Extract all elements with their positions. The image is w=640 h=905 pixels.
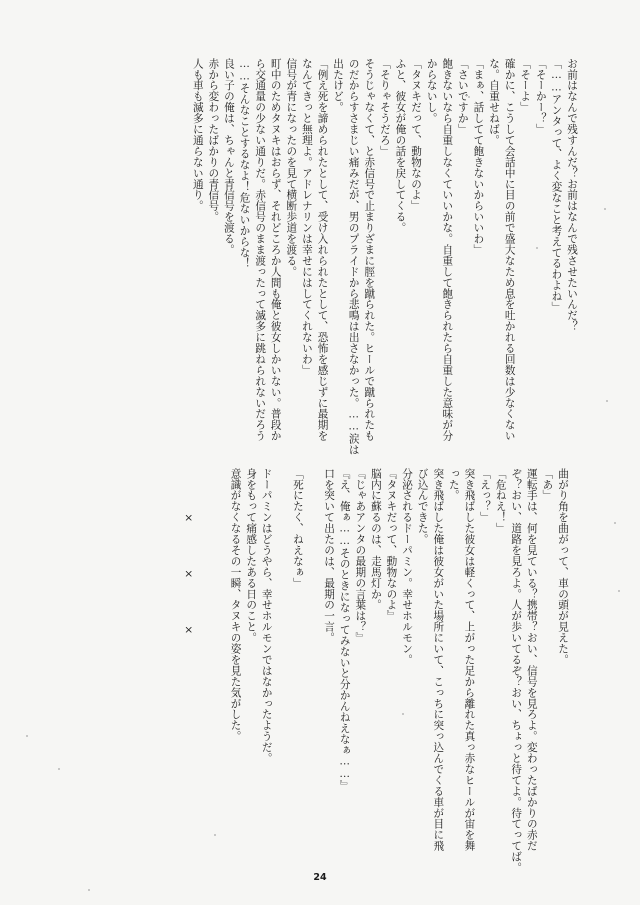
paper-speck [214,834,216,836]
text-line: 口を突いて出たのは、最期の一言。 [323,468,336,644]
text-line: 『じゃあアンタの最期の言葉は？』 [354,468,367,644]
text-line: なんてきっと無理よ。アドレナリンは幸せにはしてくれないわ」 [300,58,313,376]
text-line: 「タヌキだって、動物なのよ」 [410,58,423,212]
text-line: った。 [447,468,460,501]
text-line: からないし。 [425,58,438,124]
text-line: 良い子の俺は、ちゃんと青信号を渡る。 [222,58,235,256]
text-line: 運転手は、何を見ている？携帯？おい、信号を見ろよ。変わったばかりの赤だ [525,468,538,852]
text-line: 突き飛ばした俺は彼女がいた場所にいて、こっちに突っ込んでくる車が目に飛 [432,468,445,852]
text-line: × × × [182,468,195,637]
text-line [211,468,227,790]
page-number: 24 [313,872,327,883]
text-line: ら交通量の少ない通りだ。赤信号のまま渡ったって滅多に跳ねられないだろう [254,58,267,442]
text-line: お前はなんで残すんだ？お前はなんで残させたいんだ？ [566,58,578,332]
text-line: 「そりゃそうだろ」 [378,58,391,157]
text-line: 「えっ？」 [479,468,492,523]
text-line [305,468,321,790]
text-line: 「例え死を諦められたとして、受け入れられたとして、恐怖を感じずに最期を [316,58,329,442]
text-line: 意識がなくなるその一瞬、タヌキの姿を見た気がした。 [229,468,242,742]
text-line: ふと、彼女が俺の話を戻してくる。 [394,58,407,234]
text-line: 「死にたく、ねえなぁ」 [291,468,304,589]
text-line: 突き飛ばした彼女は軽くって、上がった足から離れた真っ赤なヒールが宙を舞 [463,468,476,852]
upper-text-block [51,58,579,455]
text-line: 「……アンタって、よく変なこと考えてるわよね」 [550,58,563,313]
paper-speck [88,889,90,891]
text-line: ドーパミンはどうやら、幸せホルモンではなかったようだ。 [260,468,273,764]
text-line: 信号が青になったのを見て横断歩道を渡る。 [285,58,298,277]
text-line: そうじゃなくて、と赤信号で止まりざまに脛を蹴られた。ヒールで蹴られたも [363,58,376,442]
text-line: 町中のためタヌキはおらず、それどころか人間も俺と彼女しかいない。普段か [269,58,282,442]
text-line: 『タヌキだって、動物なのよ』 [385,468,398,622]
text-line: 分泌されるドーパミン。幸せホルモン。 [401,468,414,666]
text-line [196,468,212,790]
text-line: 『え、俺ぁ……そのときになってみないと分かんねえなぁ……』 [338,468,351,792]
text-line: 脳内に蘇るのは、走馬灯か。 [369,468,382,611]
paper-speck [606,400,608,402]
text-line [274,468,290,790]
text-line: 「あ」 [541,468,554,501]
text-line: 「そーよ」 [519,58,532,113]
text-line: 出たけど。 [332,58,345,113]
text-line: ぞ？おい、道路を見ろよ。人が歩いてるぞ？おい、ちょっと待てよ。待てってば。 [510,468,523,874]
text-line: 曲がり角を曲がって、車の頭が見えた。 [557,468,569,666]
text-line: 身をもって痛感したある日のこと。 [245,468,258,644]
text-line: ……そんなことするなよ！危ないからな！ [238,58,251,269]
text-line: 人も車も滅多に通らない通り。 [191,58,204,212]
paper-speck [614,522,616,524]
lower-text-block [50,468,570,874]
text-line: 赤から変わったばかりの青信号。 [207,58,220,223]
text-line: び込んできた。 [416,468,429,545]
text-line: のだからすさまじい痛みだが、男のプライドから悲鳴は出さなかった。……涙は [347,58,360,455]
paper-speck [26,735,28,737]
text-line: 確かに、こうして会話中に目の前で盛大なため息を吐かれる回数は少なくない [503,58,516,442]
text-line: な。自重せねば。 [488,58,501,146]
text-line: 「まぁ、話してて飽きないからいいわ」 [472,58,485,256]
paper-speck [604,208,606,210]
text-line: 「危ねえ！」 [494,468,507,534]
paper-speck [618,590,620,592]
text-line: 「さいですか」 [456,58,469,135]
text-line: 「そーかー？」 [534,58,547,135]
text-line: 飽きないなら自重しなくていいかな。自重して飽きられたら自重した意味が分 [441,58,454,442]
